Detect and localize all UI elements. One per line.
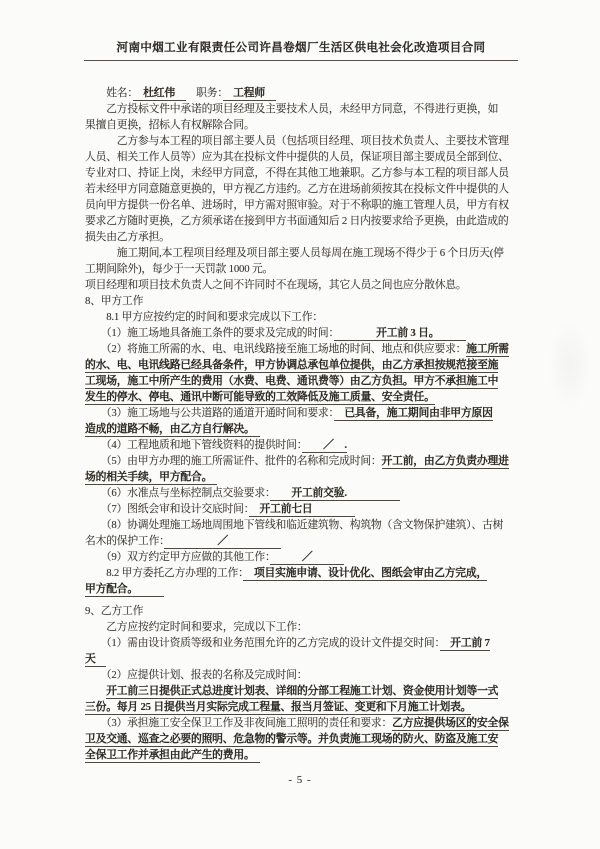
- doc-line: [85, 326, 529, 342]
- doc-line: [85, 118, 529, 134]
- doc-text: 乙方应按约定时间和要求，完成以下工作：: [85, 621, 308, 633]
- doc-text: 人员、相关工作人员等）应为其在投标文件中提供的人员，保证项目部主要成员全部到位、: [85, 151, 509, 163]
- filled-in-value: 造成的道路不畅，由乙方自行解决。: [85, 423, 260, 435]
- filled-in-value: 三份。每月 25 日提供当月实际完成工程量、报当月签证、变更和下月施工计划表。: [85, 701, 472, 713]
- doc-line: [85, 716, 529, 732]
- doc-text: （3）施工场地与公共道路的通道开通时间和要求：: [85, 407, 334, 419]
- doc-line: [85, 102, 529, 118]
- doc-text: （1）施工场地具备施工条件的要求及完成的时间：: [85, 327, 334, 339]
- doc-line: [85, 502, 529, 518]
- doc-text: 8.2 甲方委托乙方办理的工作：: [85, 567, 244, 579]
- doc-line: [85, 668, 529, 684]
- doc-text: 9、乙方工作: [85, 605, 144, 617]
- doc-line: [85, 166, 529, 182]
- filled-in-value: ／ .: [301, 439, 347, 451]
- page-number: - 5 -: [288, 774, 312, 786]
- filled-in-value: 项目实施申请、设计优化、图纸会审由乙方完成，: [243, 567, 488, 579]
- doc-text: （7）图纸会审和设计交底时间：: [85, 503, 249, 515]
- doc-line: [85, 604, 529, 620]
- doc-line: [85, 358, 529, 374]
- doc-line: [85, 748, 529, 764]
- doc-line: [85, 582, 529, 598]
- doc-line: [85, 652, 529, 668]
- doc-text: （4）工程地质和地下管线资料的提供时间：: [85, 439, 302, 451]
- doc-text: [85, 685, 106, 697]
- doc-line: [85, 278, 529, 294]
- doc-text: 工期间除外)，每少于一天罚款 1000 元。: [85, 263, 274, 275]
- doc-text: （8）协调处理施工场地周围地下管线和临近建筑物、构筑物（含文物保护建筑）、古树: [85, 519, 504, 531]
- filled-in-value: 天: [85, 653, 107, 665]
- doc-line: [85, 198, 529, 214]
- doc-text: 职务：: [185, 87, 223, 99]
- doc-text: 姓名：: [85, 87, 133, 99]
- filled-in-value: 开工前七日: [248, 503, 355, 515]
- filled-in-value: 工程师: [222, 87, 276, 99]
- doc-line: [85, 294, 529, 310]
- doc-text: （3）承担施工安全保卫工作及非夜间施工照明的责任和要求：: [85, 717, 393, 729]
- doc-line: [85, 636, 529, 652]
- doc-line: [85, 454, 529, 470]
- filled-in-value: 全保卫工作并承担由此产生的费用。: [85, 749, 260, 761]
- doc-line: [85, 150, 529, 166]
- filled-in-value: ／: [270, 551, 345, 563]
- filled-in-value: 工现场，施工中所产生的费用（水费、电费、通讯费等）由乙方负担。甲方不承担施工中: [85, 375, 499, 387]
- doc-text: 施工期间,本工程项目经理及项目部主要人员每周在施工现场不得少于 6 个日历天(停: [85, 247, 504, 259]
- filled-in-value: 乙方应提供场区的安全保: [392, 717, 509, 729]
- doc-line: [85, 566, 529, 582]
- doc-text: （9）双方约定甲方应做的其他工作：: [85, 551, 271, 563]
- doc-text: 项目经理和项目技术负责人之间不许同时不在现场，其它人员之间也应分散休息。: [85, 279, 467, 291]
- doc-line: [85, 246, 529, 262]
- filled-in-value: 开工前，由乙方负责办理进: [381, 455, 509, 467]
- filled-in-value: 开工前三日提供正式总进度计划表、详细的分部工程施工计划、资金使用计划等一式: [106, 685, 499, 697]
- filled-in-value: 施工所需: [466, 343, 509, 355]
- doc-text: （6）水准点与坐标控制点交验要求：: [85, 487, 271, 499]
- filled-in-value: 场的相关手续，甲方配合。: [85, 471, 218, 483]
- doc-text: 果擅自更换，招标人有权解除合同。: [85, 119, 255, 131]
- document-body: [85, 86, 529, 764]
- doc-text: 名木的保护工作：: [85, 535, 165, 547]
- filled-in-value: 开工前 3 日。: [333, 327, 466, 339]
- doc-line: [85, 406, 529, 422]
- doc-line: [85, 486, 529, 502]
- doc-line: [85, 470, 529, 486]
- doc-text: 若未经甲方同意随意更换的，甲方视乙方违约。乙方在进场前须按其在投标文件中提供的人: [85, 183, 509, 195]
- doc-line: [85, 230, 529, 246]
- doc-line: [85, 182, 529, 198]
- doc-text: 专业对口、持证上岗，未经甲方同意，不得在其他工地兼职。乙方参与本工程的项目部人员: [85, 167, 509, 179]
- scan-smudge: [548, 320, 592, 410]
- doc-line: [85, 438, 529, 454]
- doc-line: [85, 310, 529, 326]
- doc-line: [85, 700, 529, 716]
- doc-line: [85, 550, 529, 566]
- doc-text: （1）需由设计资质等级和业务范围允许的乙方完成的设计文件提交时间：: [85, 637, 440, 649]
- doc-line: [85, 262, 529, 278]
- doc-text: 乙方参与本工程的项目部主要人员（包括项目经理、项目技术负责人、主要技术管理: [85, 135, 509, 147]
- doc-text: （2）将施工所需的水、电、电讯线路接至施工场地的时间、地点和供应要求：: [85, 343, 467, 355]
- doc-line: [85, 342, 529, 358]
- doc-text: （2）应提供计划、报表的名称及完成时间：: [85, 669, 308, 681]
- filled-in-value: 发生的停水、停电、通讯中断可能导致的工效降低及施工质量、安全责任。: [85, 391, 435, 403]
- doc-text: 员向甲方提供一份名单、进场时，甲方需对照审验。对于不称职的施工管理人员，甲方有权: [85, 199, 509, 211]
- doc-line: [85, 518, 529, 534]
- doc-text: 8、甲方工作: [85, 295, 144, 307]
- doc-text: 要求乙方随时更换，乙方须承诺在接到甲方书面通知后 2 日内按要求给予更换，由此造成的: [85, 215, 509, 227]
- filled-in-value: 开工前 7: [439, 637, 490, 649]
- doc-line: [85, 86, 529, 102]
- filled-in-value: 杜红伟: [132, 87, 186, 99]
- doc-text: （5）由甲方办理的施工所需证件、批件的名称和完成时间：: [85, 455, 382, 467]
- filled-in-value: 卫及交通、巡查之必要的照明、危急物的警示等。并负责施工现场的防火、防盗及施工安: [85, 733, 499, 745]
- doc-line: [85, 534, 529, 550]
- filled-in-value: 开工前交验.: [270, 487, 400, 499]
- doc-text: 损失由乙方承担。: [85, 231, 170, 243]
- doc-line: [85, 732, 529, 748]
- filled-in-value: 甲方配合。: [85, 583, 165, 595]
- doc-line: [85, 422, 529, 438]
- doc-line: [85, 620, 529, 636]
- filled-in-value: ／: [164, 535, 281, 547]
- doc-line: [85, 374, 529, 390]
- doc-text: 8.1 甲方应按约定的时间和要求完成以下工作：: [85, 311, 323, 323]
- doc-text: 乙方投标文件中承诺的项目经理及主要技术人员，未经甲方同意，不得进行更换，如: [85, 103, 499, 115]
- doc-line: [85, 390, 529, 406]
- doc-line: [85, 214, 529, 230]
- filled-in-value: 已具备，施工期间由非甲方原因: [333, 407, 493, 419]
- filled-in-value: 的水、电、电讯线路已经具备条件，甲方协调总承包单位提供，由乙方承担按规范接至施: [85, 359, 499, 371]
- doc-line: [85, 134, 529, 150]
- document-title: 河南中烟工业有限责任公司许昌卷烟厂生活区供电社会化改造项目合同: [84, 41, 518, 61]
- doc-line: [85, 684, 529, 700]
